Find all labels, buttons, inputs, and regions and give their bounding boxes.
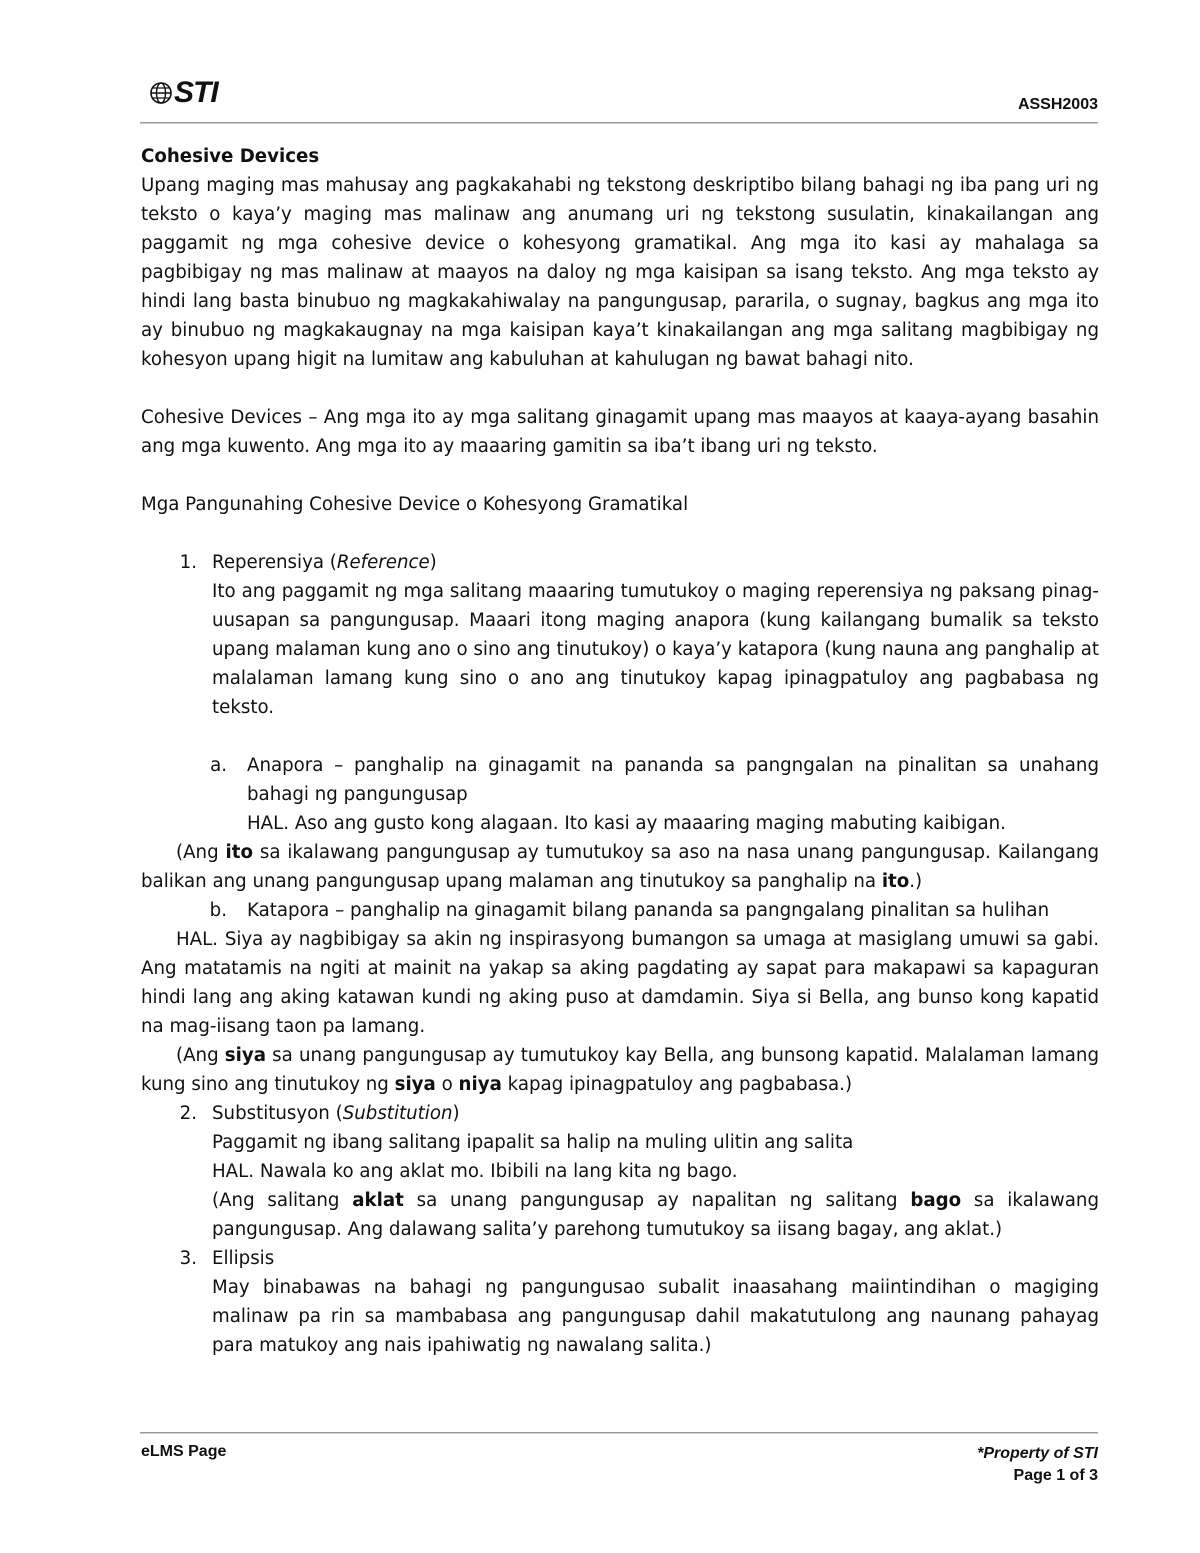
- main-content: [141, 142, 1099, 1360]
- subitem-note: (Ang ito sa ikalawang pangungusap ay tumutukoy sa aso na nasa unang pangungusap. Kailangang balikan ang unang pangungusap upang malaman ang tinutukoy sa panghalip na ito.): [141, 842, 1100, 892]
- intro-paragraph: Upang maging mas mahusay ang pagkakahabi ng tekstong deskriptibo bilang bahagi ng iba pang uri ng teksto o kaya’y maging mas malinaw ang anumang uri ng tekstong susulatin, kinakailangan ang paggamit ng mga cohesive device o kohesyong gramatikal. Ang mga ito kasi ay mahalaga sa pagbibigay ng mas malinaw at maayos na daloy ng mga kaisipan sa isang teksto. Ang mga teksto ay hindi lang basta binubuo ng magkakahiwalay na pangungusap, pararila, o sugnay, bagkus ang mga ito ay binubuo ng magkakaugnay na mga kaisipan kaya’t kinakailangan ang mga salitang magbibigay ng kohesyon upang higit na lumitaw ang kabuluhan at kahulugan ng bawat bahagi nito.: [141, 175, 1099, 370]
- footer-elms-page: eLMS Page: [141, 1443, 227, 1460]
- item-description: Paggamit ng ibang salitang ipapalit sa halip na muling ulitin ang salita: [212, 1132, 854, 1153]
- subitem-anapora: [141, 751, 1099, 838]
- list-item-reperensiya: [141, 548, 1099, 722]
- item-note: (Ang salitang aklat sa unang pangungusap ay napalitan ng salitang bago sa ikalawang pangungusap. Ang dalawang salita’y parehong tumutukoy sa iisang bagay, ang aklat.): [212, 1190, 1099, 1240]
- item-title: Reperensiya (Reference): [212, 552, 437, 573]
- logo-text: STI: [174, 76, 218, 109]
- subitem-example: HAL. Siya ay nagbibigay sa akin ng inspirasyong bumangon sa umaga at masiglang umuwi sa gabi. Ang matatamis na ngiti at mainit na yakap sa aking pagdating ay sapat para makapawi sa kapaguran hindi lang ang aking katawan kundi ng aking puso at damdamin. Siya si Bella, ang bunso kong kapatid na mag-iisang taon pa lamang.: [141, 929, 1099, 1037]
- subitem-letter: a.: [210, 755, 227, 776]
- subitem-letter: b.: [209, 900, 227, 921]
- footer-right: [977, 1443, 1098, 1487]
- item-title: Substitusyon (Substitution): [212, 1103, 460, 1124]
- list-item-ellipsis: [141, 1244, 1099, 1360]
- header-divider: [140, 122, 1098, 124]
- page-number: Page 1 of 3: [1013, 1467, 1098, 1484]
- subitem-katapora: [141, 896, 1099, 925]
- item-number: 2.: [179, 1103, 197, 1124]
- item-number: 1.: [179, 552, 197, 573]
- item-number: 3.: [179, 1248, 197, 1269]
- item-description: Ito ang paggamit ng mga salitang maaaring tumutukoy o maging reperensiya ng paksang pinag-uusapan sa pangungusap. Maaari itong maging anapora (kung kailangang bumalik sa teksto upang malaman kung ano o sino ang tinutukoy) o kaya’y katapora (kung nauna ang panghalip at malalaman lamang kung sino o ano ang tinutukoy kapag ipinagpatuloy ang pagbabasa ng teksto.: [212, 581, 1099, 718]
- subitem-example: HAL. Aso ang gusto kong alagaan. Ito kasi ay maaaring maging mabuting kaibigan.: [247, 813, 1006, 834]
- footer-divider: [140, 1432, 1098, 1434]
- item-title: Ellipsis: [212, 1248, 275, 1269]
- section-title: Cohesive Devices: [141, 146, 320, 167]
- footer-property: *Property of STI: [977, 1445, 1098, 1462]
- item-description: May binabawas na bahagi ng pangungusao subalit inaasahang maiintindihan o magiging malinaw pa rin sa mambabasa ang pangungusap dahil makatutulong ang naunang pahayag para matukoy ang nais ipahiwatig ng nawalang salita.): [212, 1277, 1099, 1356]
- subitem-definition: Katapora – panghalip na ginagamit bilang pananda sa pangngalang pinalitan sa hulihan: [247, 900, 1050, 921]
- sti-logo: [150, 76, 218, 110]
- globe-icon: [150, 82, 172, 104]
- subitem-definition: Anapora – panghalip na ginagamit na pananda sa pangngalan na pinalitan sa unahang bahagi ng pangungusap: [247, 755, 1099, 805]
- course-code: ASSH2003: [1017, 96, 1098, 113]
- list-item-substitusyon: [141, 1099, 1099, 1244]
- list-heading: Mga Pangunahing Cohesive Device o Kohesyong Gramatikal: [141, 494, 689, 515]
- subitem-note: (Ang siya sa unang pangungusap ay tumutukoy kay Bella, ang bunsong kapatid. Malalaman lamang kung sino ang tinutukoy ng siya o niya kapag ipinagpatuloy ang pagbabasa.): [141, 1045, 1099, 1095]
- definition-paragraph: Cohesive Devices – Ang mga ito ay mga salitang ginagamit upang mas maayos at kaaya-ayang basahin ang mga kuwento. Ang mga ito ay maaaring gamitin sa iba’t ibang uri ng teksto.: [141, 407, 1099, 457]
- item-example: HAL. Nawala ko ang aklat mo. Ibibili na lang kita ng bago.: [212, 1161, 738, 1182]
